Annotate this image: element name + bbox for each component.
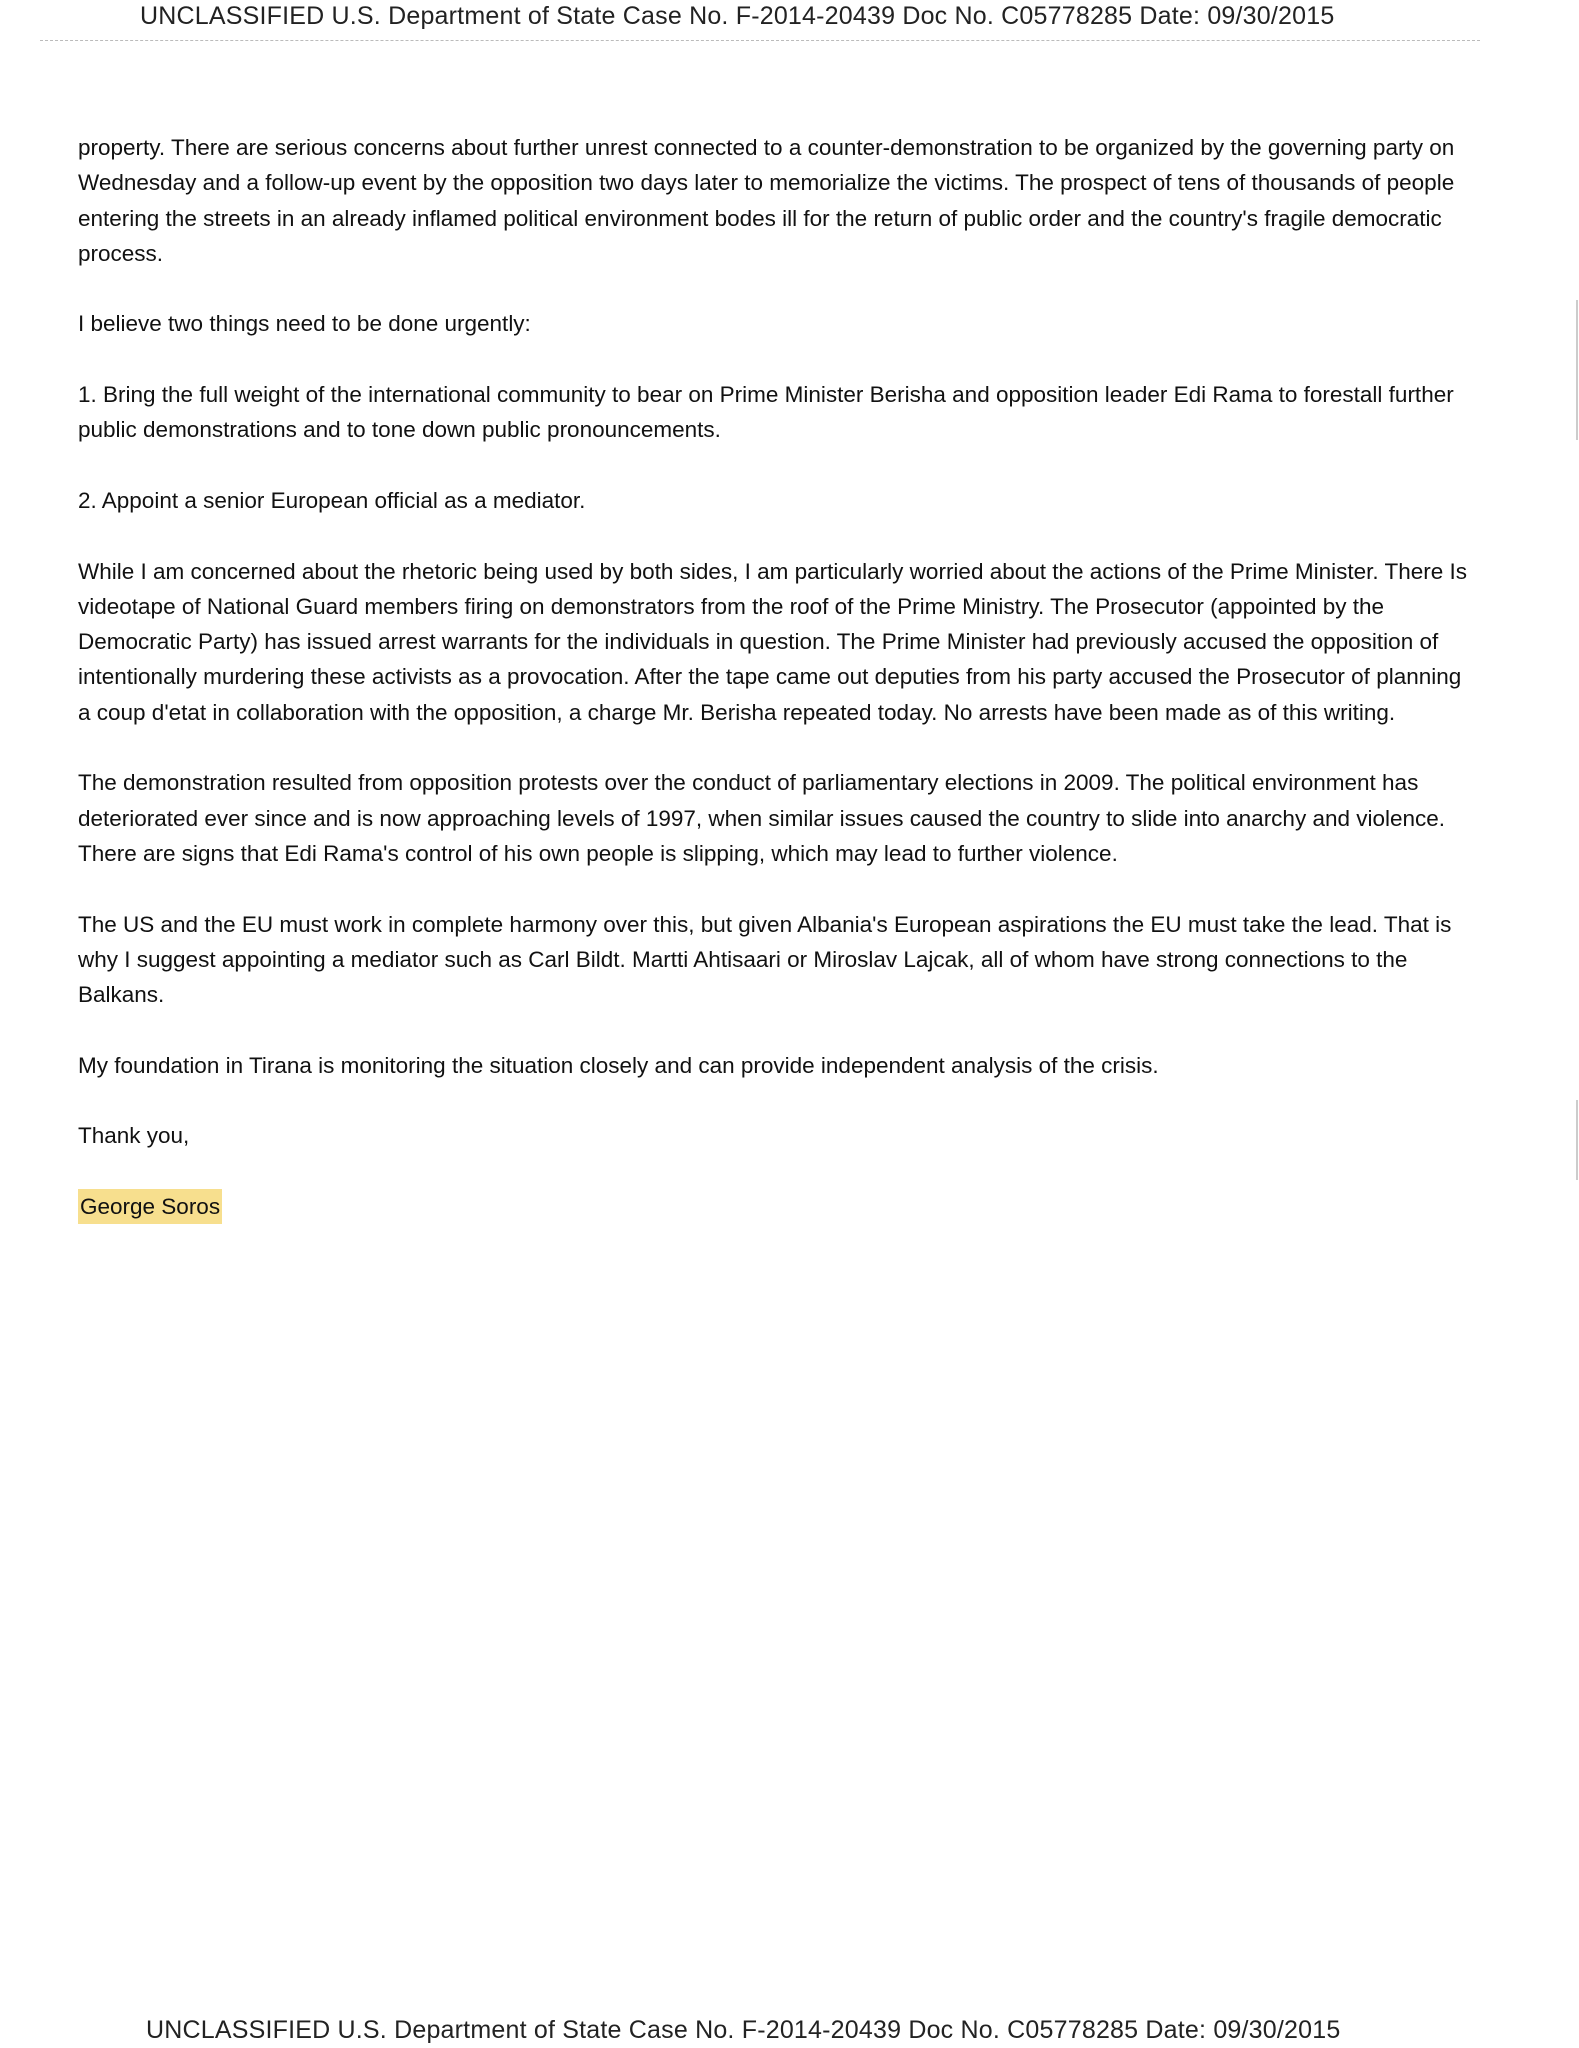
signature-line	[78, 1189, 1478, 1224]
header-divider	[40, 40, 1480, 41]
footer-classification-stamp: UNCLASSIFIED U.S. Department of State Case No. F-2014-20439 Doc No. C05778285 Date: 09/30/2015	[146, 2016, 1341, 2044]
header-classification-stamp: UNCLASSIFIED U.S. Department of State Case No. F-2014-20439 Doc No. C05778285 Date: 09/30/2015	[140, 2, 1335, 30]
paragraph-recommendation-1: 1. Bring the full weight of the international community to bear on Prime Minister Berisha and opposition leader Edi Rama to forestall further public demonstrations and to tone down public pronouncements.	[78, 382, 1454, 443]
letter-body	[78, 130, 1478, 1260]
paragraph-recommendation-2: 2. Appoint a senior European official as a mediator.	[78, 487, 586, 513]
paragraph-unrest-concerns: property. There are serious concerns about further unrest connected to a counter-demonstration to be organized by the governing party on Wednesday and a follow-up event by the opposition two days later to memorialize the victims. The prospect of tens of thousands of people entering the streets in an already inflamed political environment bodes ill for the return of public order and the country's fragile democratic process.	[78, 135, 1455, 266]
paragraph-urgent-intro: I believe two things need to be done urgently:	[78, 311, 531, 337]
paragraph-us-eu-harmony: The US and the EU must work in complete harmony over this, but given Albania's European aspirations the EU must take the lead. That is why I suggest appointing a mediator such as Carl Bildt. Martti Ahtisaari or Miroslav Lajcak, all of whom have strong connections to the Balkans.	[78, 911, 1452, 1008]
closing-line: Thank you,	[78, 1123, 190, 1149]
paragraph-prime-minister-actions: While I am concerned about the rhetoric being used by both sides, I am particularly worried about the actions of the Prime Minister. There Is videotape of National Guard members firing on demonstrators from the roof of the Prime Ministry. The Prosecutor (appointed by the Democratic Party) has issued arrest warrants for the individuals in question. The Prime Minister had previously accused the opposition of intentionally murdering these activists as a provocation. After the tape came out deputies from his party accused the Prosecutor of planning a coup d'etat in collaboration with the opposition, a charge Mr. Berisha repeated today. No arrests have been made as of this writing.	[78, 558, 1468, 725]
paragraph-foundation-monitoring: My foundation in Tirana is monitoring the situation closely and can provide independent analysis of the crisis.	[78, 1052, 1159, 1078]
scan-edge-mark	[1576, 300, 1578, 440]
paragraph-demonstration-background: The demonstration resulted from opposition protests over the conduct of parliamentary elections in 2009. The political environment has deteriorated ever since and is now approaching levels of 1997, when similar issues caused the country to slide into anarchy and violence. There are signs that Edi Rama's control of his own people is slipping, which may lead to further violence.	[78, 770, 1446, 866]
scan-edge-mark	[1576, 1100, 1578, 1180]
signature-name: George Soros	[78, 1189, 222, 1224]
